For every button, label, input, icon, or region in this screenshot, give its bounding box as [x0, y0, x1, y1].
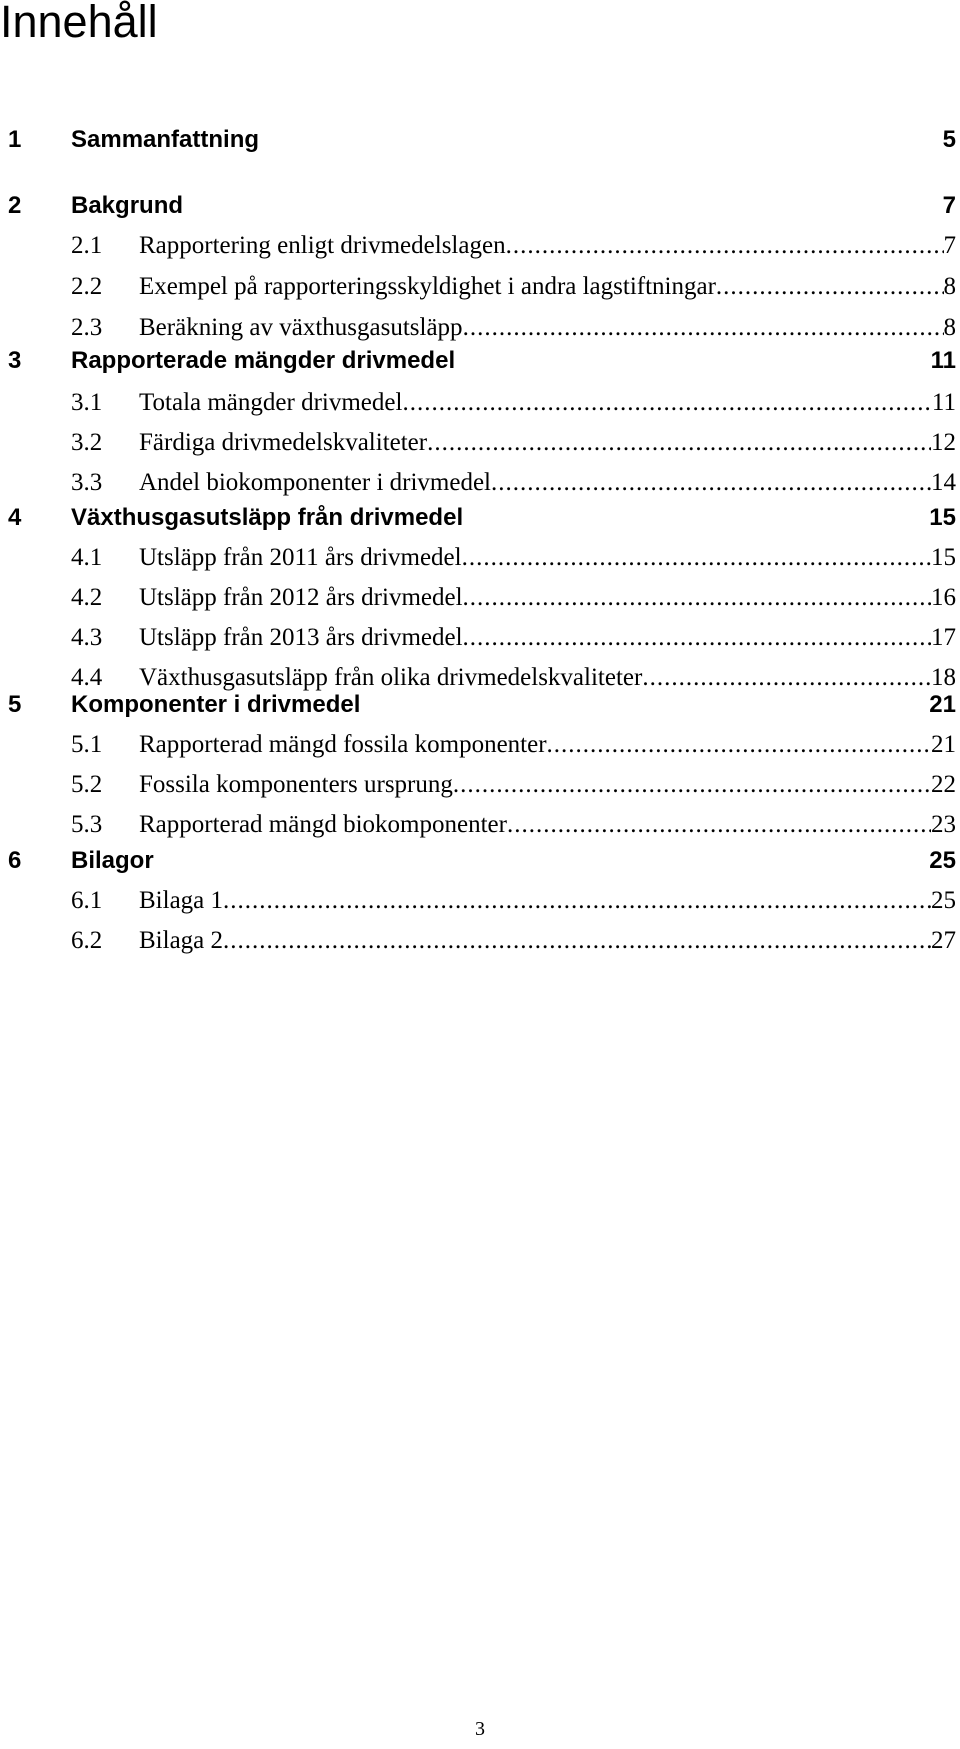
toc-subsection-page: 17	[931, 624, 956, 651]
toc-subsection-3-1[interactable]	[0, 386, 960, 420]
toc-subsection-title: Exempel på rapporteringsskyldighet i andra lagstiftningar	[139, 273, 716, 300]
dot-leader	[453, 768, 931, 802]
toc-subsection-page: 11	[931, 389, 956, 416]
toc-subsection-title: Bilaga 1	[139, 887, 224, 914]
toc-section-1[interactable]	[0, 124, 960, 156]
toc-subsection-title: Bilaga 2	[139, 927, 224, 954]
toc-section-page: 5	[942, 126, 956, 153]
dot-leader	[463, 581, 931, 615]
dot-leader	[462, 541, 931, 575]
dot-leader	[716, 270, 944, 304]
toc-leader-line	[139, 924, 956, 958]
dot-leader	[491, 466, 931, 500]
toc-leader-line	[139, 270, 956, 304]
toc-section-page: 21	[929, 691, 956, 718]
toc-leader-line	[139, 808, 956, 842]
toc-subsection-2-3[interactable]	[0, 311, 960, 345]
toc-subsection-title: Färdiga drivmedelskvaliteter	[139, 429, 428, 456]
toc-leader-line	[139, 229, 956, 263]
toc-section-num: 5	[8, 691, 22, 718]
toc-leader-line	[139, 311, 956, 345]
toc-leader-line	[139, 768, 956, 802]
toc-leader-line	[139, 581, 956, 615]
toc-subsection-number: 5.2	[71, 771, 103, 798]
toc-section-5[interactable]	[0, 689, 960, 721]
toc-subsection-number: 3.2	[71, 429, 103, 456]
toc-section-3[interactable]	[0, 345, 960, 377]
toc-subsection-title: Andel biokomponenter i drivmedel	[139, 469, 492, 496]
toc-subsection-page: 7	[943, 232, 956, 259]
page-number: 3	[475, 1718, 485, 1740]
toc-subsection-title: Rapportering enligt drivmedelslagen	[139, 232, 506, 259]
toc-subsection-title: Rapporterad mängd fossila komponenter	[139, 731, 547, 758]
toc-subsection-4-1[interactable]	[0, 541, 960, 575]
toc-section-num: 1	[8, 126, 22, 153]
toc-subsection-4-2[interactable]	[0, 581, 960, 615]
toc-subsection-5-2[interactable]	[0, 768, 960, 802]
toc-leader-line	[139, 466, 956, 500]
toc-subsection-page: 8	[943, 273, 956, 300]
toc-section-title: Komponenter i drivmedel	[71, 691, 361, 718]
toc-section-page: 7	[942, 192, 956, 219]
toc-section-page: 25	[929, 847, 956, 874]
dot-leader	[506, 229, 944, 263]
toc-subsection-page: 12	[931, 429, 956, 456]
toc-subsection-4-3[interactable]	[0, 621, 960, 655]
toc-section-num: 2	[8, 192, 22, 219]
toc-leader-line	[139, 884, 956, 918]
toc-subsection-number: 4.2	[71, 584, 103, 611]
toc-subsection-number: 6.2	[71, 927, 103, 954]
toc-section-4[interactable]	[0, 502, 960, 534]
toc-subsection-page: 8	[943, 314, 956, 341]
toc-section-num: 3	[8, 347, 22, 374]
toc-subsection-number: 3.1	[71, 389, 103, 416]
toc-subsection-number: 4.1	[71, 544, 103, 571]
toc-subsection-title: Beräkning av växthusgasutsläpp	[139, 314, 463, 341]
toc-section-num: 6	[8, 847, 22, 874]
toc-section-num: 4	[8, 504, 22, 531]
toc-subsection-page: 27	[931, 927, 956, 954]
toc-subsection-page: 15	[931, 544, 956, 571]
toc-subsection-page: 21	[931, 731, 956, 758]
toc-subsection-2-2[interactable]	[0, 270, 960, 304]
toc-section-page: 11	[930, 347, 956, 374]
toc-subsection-6-1[interactable]	[0, 884, 960, 918]
toc-subsection-title: Fossila komponenters ursprung	[139, 771, 453, 798]
toc-subsection-number: 2.3	[71, 314, 103, 341]
toc-subsection-number: 4.3	[71, 624, 103, 651]
toc-subsection-page: 18	[931, 664, 956, 691]
toc-subsection-number: 2.1	[71, 232, 103, 259]
toc-subsection-page: 23	[931, 811, 956, 838]
dot-leader	[427, 426, 931, 460]
toc-section-title: Bakgrund	[71, 192, 184, 219]
toc-subsection-page: 22	[931, 771, 956, 798]
dot-leader	[463, 621, 931, 655]
toc-subsection-title: Rapporterad mängd biokomponenter	[139, 811, 507, 838]
toc-section-title: Rapporterade mängder drivmedel	[71, 347, 456, 374]
dot-leader	[223, 924, 931, 958]
toc-subsection-number: 5.3	[71, 811, 103, 838]
toc-subsection-number: 3.3	[71, 469, 103, 496]
toc-subsection-title: Totala mängder drivmedel	[139, 389, 403, 416]
dot-leader	[463, 311, 944, 345]
toc-leader-line	[139, 386, 956, 420]
toc-section-6[interactable]	[0, 845, 960, 877]
toc-subsection-number: 2.2	[71, 273, 103, 300]
toc-subsection-3-2[interactable]	[0, 426, 960, 460]
toc-section-title: Växthusgasutsläpp från drivmedel	[71, 504, 464, 531]
toc-leader-line	[139, 426, 956, 460]
toc-subsection-title: Utsläpp från 2011 års drivmedel	[139, 544, 462, 571]
toc-section-title: Bilagor	[71, 847, 154, 874]
toc-subsection-title: Utsläpp från 2013 års drivmedel	[139, 624, 463, 651]
toc-leader-line	[139, 621, 956, 655]
toc-section-title: Sammanfattning	[71, 126, 260, 153]
toc-subsection-page: 14	[931, 469, 956, 496]
toc-subsection-6-2[interactable]	[0, 924, 960, 958]
toc-section-2[interactable]	[0, 190, 960, 222]
toc-subsection-page: 16	[931, 584, 956, 611]
page-title: Innehåll	[0, 0, 158, 47]
dot-leader	[402, 386, 931, 420]
toc-subsection-title: Utsläpp från 2012 års drivmedel	[139, 584, 463, 611]
toc-subsection-title: Växthusgasutsläpp från olika drivmedelskvaliteter	[139, 664, 643, 691]
dot-leader	[547, 728, 931, 762]
toc-leader-line	[139, 728, 956, 762]
toc-subsection-number: 6.1	[71, 887, 103, 914]
dot-leader	[507, 808, 931, 842]
toc-leader-line	[139, 541, 956, 575]
toc-subsection-5-1[interactable]	[0, 728, 960, 762]
toc-subsection-5-3[interactable]	[0, 808, 960, 842]
toc-subsection-3-3[interactable]	[0, 466, 960, 500]
toc-section-page: 15	[929, 504, 956, 531]
toc-subsection-2-1[interactable]	[0, 229, 960, 263]
dot-leader	[223, 884, 931, 918]
toc-subsection-number: 4.4	[71, 664, 103, 691]
toc-subsection-number: 5.1	[71, 731, 103, 758]
toc-subsection-page: 25	[931, 887, 956, 914]
